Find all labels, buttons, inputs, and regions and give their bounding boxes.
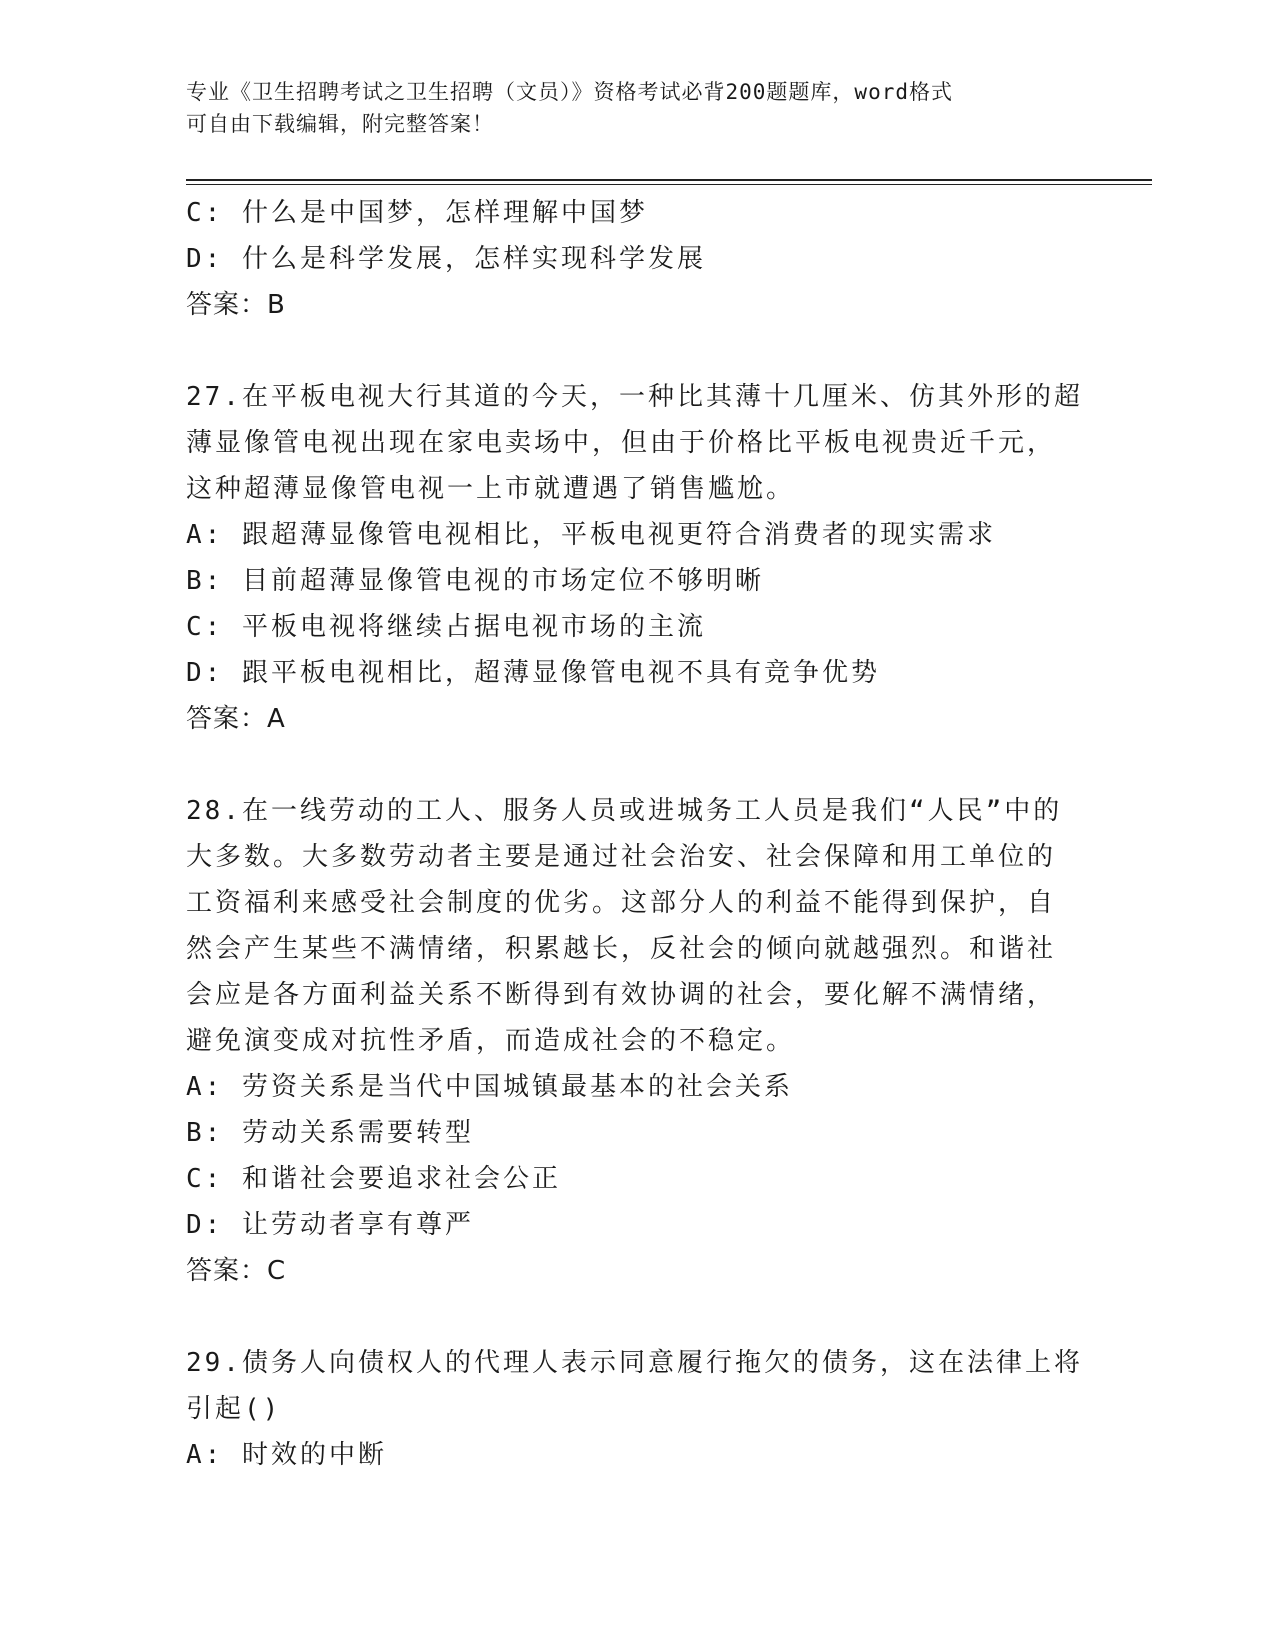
- option-a: A: 跟超薄显像管电视相比，平板电视更符合消费者的现实需求: [186, 520, 996, 550]
- question-stem-line: 29.债务人向债权人的代理人表示同意履行拖欠的债务，这在法律上将: [186, 1348, 1083, 1378]
- option-a: A: 时效的中断: [186, 1440, 387, 1470]
- spacer: [186, 328, 1086, 374]
- question-stem-line: 28.在一线劳动的工人、服务人员或进城务工人员是我们“人民”中的: [186, 796, 1063, 826]
- question-29: [186, 1340, 1086, 1478]
- header-divider-thin: [186, 184, 1152, 185]
- spacer: [186, 742, 1086, 788]
- question-stem-line: 27.在平板电视大行其道的今天，一种比其薄十几厘米、仿其外形的超: [186, 382, 1083, 412]
- question-stem-line: 这种超薄显像管电视一上市就遭遇了销售尴尬。: [186, 474, 796, 504]
- spacer: [186, 1294, 1086, 1340]
- option-c: C: 什么是中国梦，怎样理解中国梦: [186, 198, 648, 228]
- option-d: D: 什么是科学发展，怎样实现科学发展: [186, 244, 706, 274]
- question-28: [186, 788, 1086, 1294]
- option-b: B: 目前超薄显像管电视的市场定位不够明晰: [186, 566, 764, 596]
- document-header: [186, 76, 1086, 140]
- header-line-2: 可自由下载编辑，附完整答案！: [186, 112, 494, 136]
- question-stem-line: 引起(): [186, 1394, 282, 1424]
- question-stem-line: 大多数。大多数劳动者主要是通过社会治安、社会保障和用工单位的: [186, 842, 1057, 872]
- question-continuation: [186, 190, 1086, 328]
- option-a: A: 劳资关系是当代中国城镇最基本的社会关系: [186, 1072, 793, 1102]
- option-d: D: 让劳动者享有尊严: [186, 1210, 474, 1240]
- question-stem-line: 避免演变成对抗性矛盾，而造成社会的不稳定。: [186, 1026, 796, 1056]
- answer-line: 答案：C: [186, 1256, 287, 1286]
- option-c: C: 平板电视将继续占据电视市场的主流: [186, 612, 706, 642]
- option-b: B: 劳动关系需要转型: [186, 1118, 474, 1148]
- option-c: C: 和谐社会要追求社会公正: [186, 1164, 561, 1194]
- header-divider-thick: [186, 179, 1152, 181]
- answer-line: 答案：B: [186, 290, 286, 320]
- question-stem-line: 然会产生某些不满情绪，积累越长，反社会的倾向就越强烈。和谐社: [186, 934, 1057, 964]
- question-stem-line: 薄显像管电视出现在家电卖场中，但由于价格比平板电视贵近千元，: [186, 428, 1057, 458]
- header-line-1: 专业《卫生招聘考试之卫生招聘（文员）》资格考试必背200题题库，word格式: [186, 80, 953, 104]
- answer-line: 答案：A: [186, 704, 286, 734]
- option-d: D: 跟平板电视相比，超薄显像管电视不具有竞争优势: [186, 658, 880, 688]
- question-stem-line: 会应是各方面利益关系不断得到有效协调的社会，要化解不满情绪，: [186, 980, 1057, 1010]
- question-content: [186, 190, 1086, 1478]
- question-27: [186, 374, 1086, 742]
- question-stem-line: 工资福利来感受社会制度的优劣。这部分人的利益不能得到保护，自: [186, 888, 1057, 918]
